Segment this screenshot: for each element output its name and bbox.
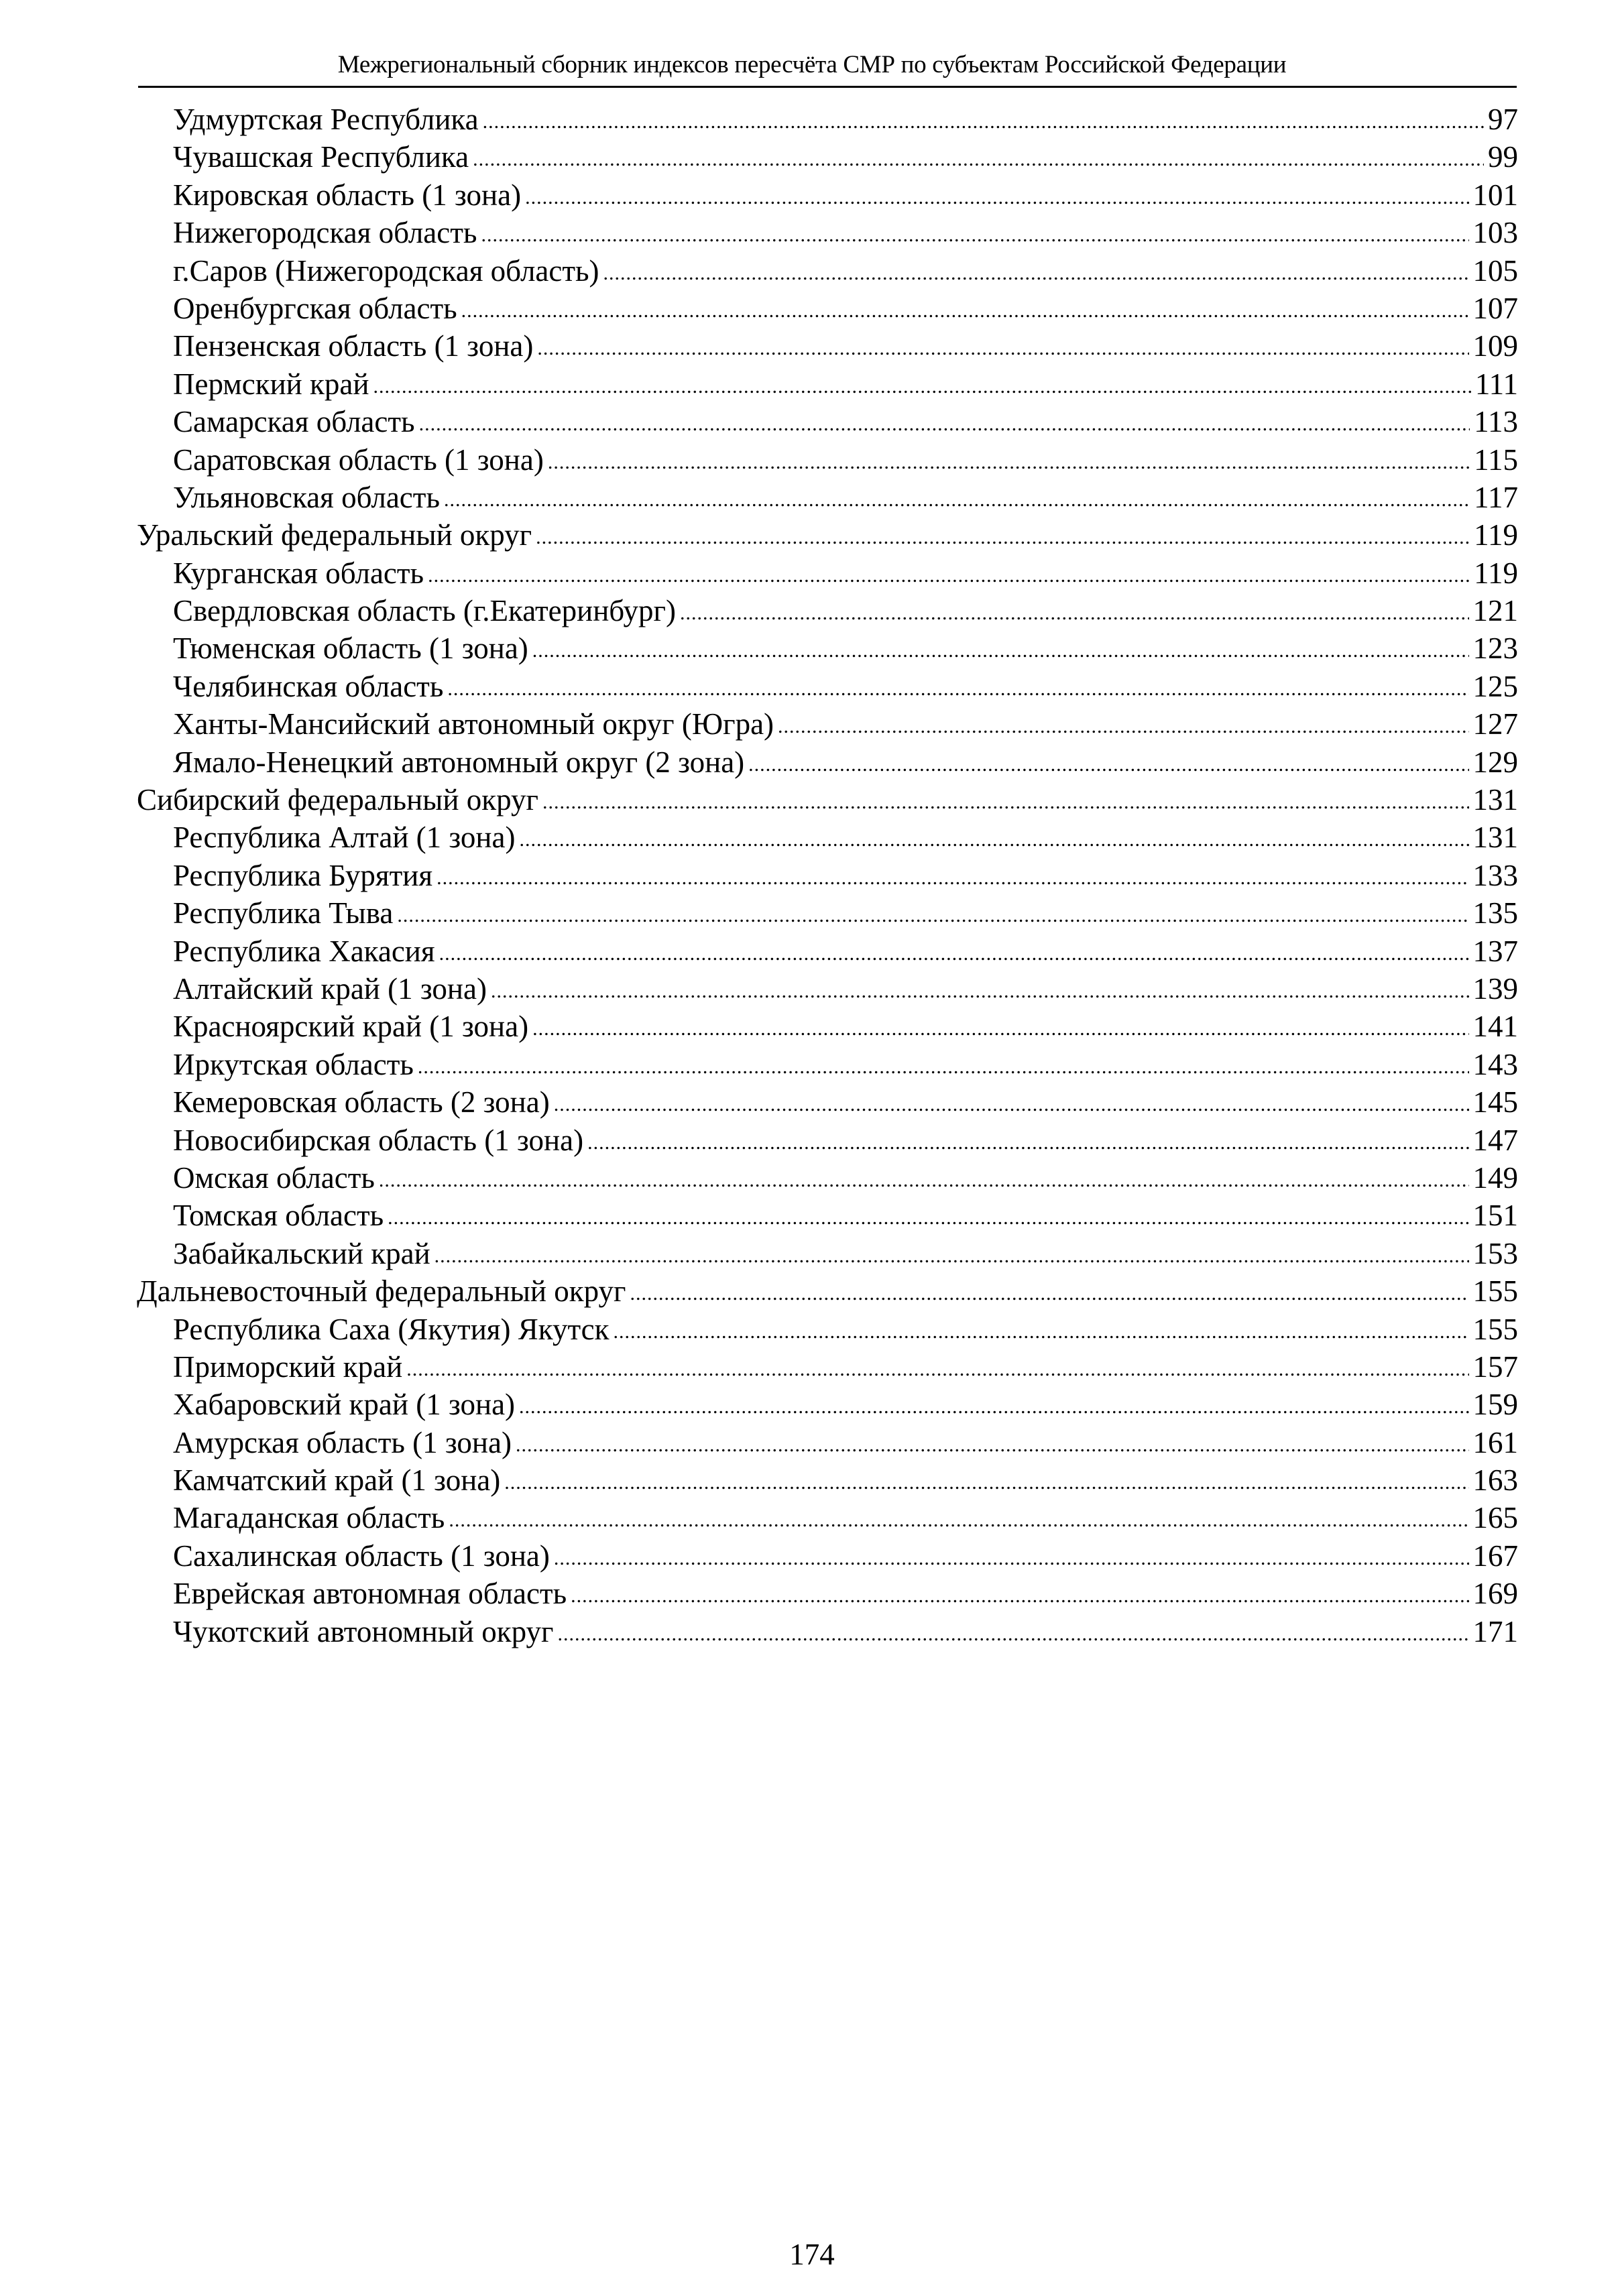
dot-leader: [447, 666, 1468, 708]
dot-leader: [483, 99, 1484, 141]
toc-entry[interactable]: [137, 403, 1518, 440]
toc-entry-page: 123: [1472, 631, 1518, 666]
toc-entry-page: 121: [1472, 594, 1518, 628]
toc-entry[interactable]: [137, 857, 1518, 894]
toc-entry-label: Уральский федеральный округ: [137, 518, 532, 552]
toc-entry-page: 111: [1474, 367, 1518, 401]
dot-leader: [449, 1498, 1468, 1539]
dot-leader: [379, 1158, 1469, 1199]
toc-entry[interactable]: [137, 1575, 1518, 1612]
toc-entry-page: 167: [1472, 1538, 1518, 1573]
toc-entry-label: Республика Бурятия: [173, 858, 433, 892]
toc-entry-page: 149: [1472, 1160, 1518, 1195]
toc-entry[interactable]: [137, 176, 1518, 214]
toc-entry-page: 151: [1472, 1199, 1518, 1233]
toc-entry-page: 161: [1472, 1425, 1518, 1459]
dot-leader: [532, 628, 1469, 670]
dot-leader: [491, 969, 1469, 1010]
toc-entry[interactable]: [137, 1311, 1518, 1348]
toc-entry-label: Ханты-Мансийский автономный округ (Югра): [173, 707, 774, 741]
dot-leader: [373, 364, 1470, 406]
toc-entry-label: Республика Алтай (1 зона): [173, 821, 516, 855]
toc-entry-page: 125: [1472, 669, 1518, 703]
dot-leader: [525, 175, 1468, 217]
toc-entry-page: 131: [1472, 783, 1518, 817]
toc-entry[interactable]: [137, 705, 1518, 743]
toc-entry-page: 143: [1472, 1047, 1518, 1081]
dot-leader: [437, 855, 1468, 897]
toc-entry-label: Кировская область (1 зона): [173, 178, 522, 212]
dot-leader: [406, 1347, 1468, 1388]
toc-entry[interactable]: [137, 327, 1518, 365]
toc-entry-label: Пензенская область (1 зона): [173, 329, 534, 363]
toc-entry-label: Забайкальский край: [173, 1236, 430, 1270]
toc-entry-page: 155: [1472, 1312, 1518, 1346]
toc-entry-label: Республика Тыва: [173, 896, 394, 930]
toc-entry-page: 133: [1472, 858, 1518, 892]
toc-entry-label: Челябинская область: [173, 669, 444, 703]
toc-entry-label: Свердловская область (г.Екатеринбург): [173, 594, 676, 628]
toc-entry[interactable]: [137, 592, 1518, 629]
toc-entry-page: 117: [1474, 480, 1518, 514]
toc-entry[interactable]: [137, 819, 1518, 856]
toc-entry[interactable]: [137, 894, 1518, 932]
dot-leader: [748, 742, 1468, 784]
toc-entry-label: г.Саров (Нижегородская область): [173, 253, 599, 288]
toc-entry-label: Саратовская область (1 зона): [173, 442, 544, 477]
toc-entry-label: Чукотский автономный округ: [173, 1614, 554, 1648]
toc-entry-label: Хабаровский край (1 зона): [173, 1388, 516, 1422]
toc-entry[interactable]: [137, 1122, 1518, 1159]
toc-entry-page: 119: [1474, 556, 1518, 590]
toc-entry-label: Иркутская область: [173, 1047, 414, 1081]
toc-entry-page: 137: [1472, 934, 1518, 968]
toc-entry-label: Алтайский край (1 зона): [173, 971, 487, 1006]
dot-leader: [571, 1573, 1468, 1615]
toc-entry-page: 103: [1472, 216, 1518, 250]
toc-entry-label: Сахалинская область (1 зона): [173, 1538, 550, 1573]
dot-leader: [554, 1536, 1469, 1577]
toc-entry[interactable]: [137, 1424, 1518, 1461]
toc-entry[interactable]: [137, 1613, 1518, 1650]
toc-entry[interactable]: [137, 554, 1518, 592]
toc-section-entry[interactable]: [137, 781, 1518, 819]
toc-entry-page: 159: [1472, 1388, 1518, 1422]
toc-entry-page: 113: [1474, 405, 1518, 439]
toc-entry-page: 109: [1472, 329, 1518, 363]
dot-leader: [536, 515, 1470, 556]
dot-leader: [439, 931, 1469, 973]
dot-leader: [542, 780, 1469, 821]
toc-entry-page: 135: [1472, 896, 1518, 930]
toc-entry-page: 155: [1472, 1274, 1518, 1309]
toc-entry-label: Ямало-Ненецкий автономный округ (2 зона): [173, 745, 745, 779]
toc-entry[interactable]: [137, 252, 1518, 290]
toc-entry-label: Еврейская автономная область: [173, 1577, 567, 1611]
dot-leader: [418, 1044, 1469, 1086]
toc-entry-label: Кемеровская область (2 зона): [173, 1085, 550, 1120]
dot-leader: [434, 1233, 1469, 1275]
toc-entry-label: Новосибирская область (1 зона): [173, 1123, 584, 1157]
dot-leader: [557, 1612, 1468, 1653]
dot-leader: [473, 137, 1484, 178]
dot-leader: [532, 1006, 1468, 1048]
toc-entry-label: Тюменская область (1 зона): [173, 631, 528, 666]
toc-entry-label: Нижегородская область: [173, 216, 477, 250]
toc-entry-page: 107: [1472, 291, 1518, 325]
dot-leader: [554, 1082, 1469, 1124]
toc-entry-page: 163: [1472, 1463, 1518, 1498]
toc-entry[interactable]: [137, 970, 1518, 1008]
dot-leader: [603, 251, 1469, 292]
toc-entry-label: Приморский край: [173, 1349, 403, 1384]
table-of-contents: [137, 101, 1518, 1650]
toc-entry-label: Дальневосточный федеральный округ: [137, 1274, 626, 1309]
toc-entry-page: 157: [1472, 1349, 1518, 1384]
toc-entry[interactable]: [137, 1083, 1518, 1121]
toc-entry-label: Амурская область (1 зона): [173, 1425, 512, 1459]
toc-section-entry[interactable]: [137, 516, 1518, 554]
toc-entry-label: Сибирский федеральный округ: [137, 783, 538, 817]
dot-leader: [461, 288, 1469, 330]
toc-entry[interactable]: [137, 668, 1518, 705]
toc-entry-label: Ульяновская область: [173, 480, 440, 514]
toc-entry-page: 101: [1472, 178, 1518, 212]
dot-leader: [504, 1460, 1468, 1502]
toc-entry-page: 145: [1472, 1085, 1518, 1120]
toc-entry[interactable]: [137, 1537, 1518, 1575]
dot-leader: [388, 1195, 1468, 1237]
toc-entry-page: 99: [1488, 140, 1518, 174]
dot-leader: [519, 817, 1468, 859]
toc-entry[interactable]: [137, 365, 1518, 403]
toc-entry[interactable]: [137, 932, 1518, 970]
dot-leader: [537, 326, 1468, 367]
toc-entry-label: Самарская область: [173, 405, 415, 439]
toc-entry[interactable]: [137, 1461, 1518, 1499]
toc-entry[interactable]: [137, 1499, 1518, 1536]
toc-entry-page: 139: [1472, 971, 1518, 1006]
toc-entry-page: 97: [1488, 103, 1518, 136]
toc-entry[interactable]: [137, 101, 1518, 138]
toc-entry-page: 115: [1474, 442, 1518, 477]
toc-entry[interactable]: [137, 479, 1518, 516]
header-rule: [138, 86, 1517, 88]
toc-entry[interactable]: [137, 1046, 1518, 1083]
dot-leader: [397, 893, 1468, 934]
toc-entry[interactable]: [137, 290, 1518, 327]
dot-leader: [444, 477, 1470, 519]
toc-entry[interactable]: [137, 441, 1518, 479]
toc-entry-page: 165: [1472, 1501, 1518, 1535]
toc-entry-label: Республика Хакасия: [173, 934, 435, 968]
toc-entry[interactable]: [137, 1348, 1518, 1386]
toc-entry-page: 171: [1472, 1614, 1518, 1648]
toc-entry[interactable]: [137, 214, 1518, 251]
toc-entry-page: 147: [1472, 1123, 1518, 1157]
toc-entry-page: 129: [1472, 745, 1518, 779]
toc-entry-label: Оренбургская область: [173, 291, 457, 325]
toc-entry-label: Камчатский край (1 зона): [173, 1463, 501, 1498]
toc-entry[interactable]: [137, 1235, 1518, 1272]
toc-entry[interactable]: [137, 743, 1518, 781]
dot-leader: [614, 1309, 1469, 1351]
toc-entry[interactable]: [137, 1386, 1518, 1423]
toc-entry-label: Красноярский край (1 зона): [173, 1010, 529, 1044]
toc-entry-label: Пермский край: [173, 367, 369, 401]
toc-section-entry[interactable]: [137, 1272, 1518, 1310]
dot-leader: [519, 1384, 1468, 1426]
toc-entry-page: 141: [1472, 1010, 1518, 1044]
toc-entry-page: 169: [1472, 1577, 1518, 1611]
toc-entry[interactable]: [137, 1197, 1518, 1234]
dot-leader: [587, 1120, 1468, 1162]
toc-entry-page: 119: [1474, 518, 1518, 552]
dot-leader: [516, 1423, 1469, 1464]
dot-leader: [419, 402, 1470, 443]
dot-leader: [778, 704, 1468, 745]
toc-entry-label: Омская область: [173, 1160, 375, 1195]
dot-leader: [630, 1271, 1468, 1313]
toc-entry-page: 153: [1472, 1236, 1518, 1270]
toc-entry-label: Томская область: [173, 1199, 384, 1233]
toc-entry-label: Магаданская область: [173, 1501, 445, 1535]
toc-entry-label: Удмуртская Республика: [173, 103, 479, 136]
dot-leader: [428, 553, 1470, 595]
page-number: 174: [789, 2238, 835, 2271]
dot-leader: [548, 440, 1470, 481]
toc-entry[interactable]: [137, 629, 1518, 667]
toc-entry-page: 127: [1472, 707, 1518, 741]
toc-entry-page: 105: [1472, 253, 1518, 288]
dot-leader: [680, 591, 1469, 632]
toc-entry-label: Чувашская Республика: [173, 140, 469, 174]
toc-entry[interactable]: [137, 138, 1518, 176]
toc-entry-page: 131: [1472, 821, 1518, 855]
toc-entry-label: Республика Саха (Якутия) Якутск: [173, 1312, 610, 1346]
running-header: Межрегиональный сборник индексов пересчёта СМР по субъектам Российской Федерации: [337, 51, 1287, 78]
toc-entry-label: Курганская область: [173, 556, 424, 590]
toc-entry[interactable]: [137, 1008, 1518, 1045]
dot-leader: [481, 213, 1468, 254]
toc-entry[interactable]: [137, 1159, 1518, 1197]
